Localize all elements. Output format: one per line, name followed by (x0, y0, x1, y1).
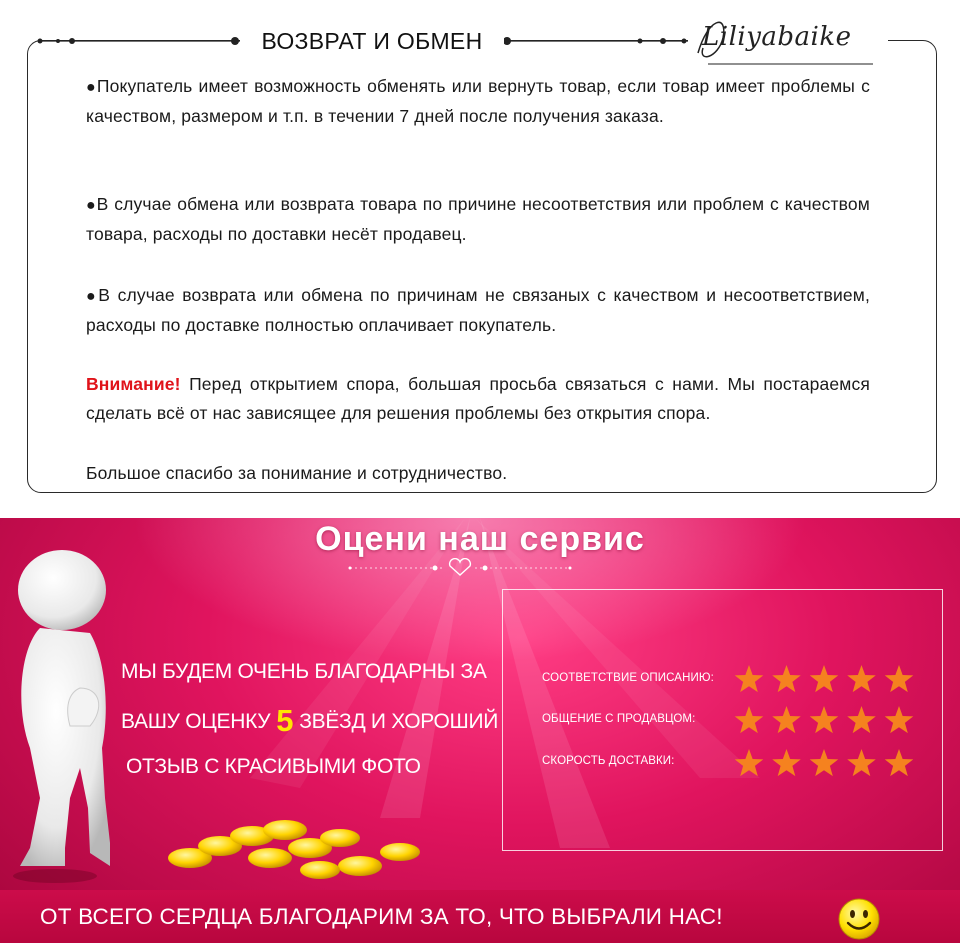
section-title: ВОЗВРАТ И ОБМЕН (240, 26, 504, 56)
bullet-icon: ● (86, 288, 99, 305)
star-rating-description (732, 662, 917, 696)
policy-paragraph-3 (86, 281, 870, 340)
star-icon (885, 749, 914, 776)
star-icon (772, 665, 801, 692)
bullet-icon: ● (86, 197, 97, 214)
warning-label: Внимание! (86, 374, 181, 394)
heart-divider-icon (340, 558, 580, 578)
star-icon (810, 665, 839, 692)
star-icon (885, 665, 914, 692)
star-icon (847, 665, 876, 692)
star-icon (810, 706, 839, 733)
star-icon (772, 749, 801, 776)
star-icon (810, 749, 839, 776)
warning-text: Перед открытием спора, большая просьба связаться с нами. Мы постараемся сделать всё от нас зависящее для решения проблемы без открытия спора. (86, 374, 870, 423)
warning-paragraph (86, 370, 870, 428)
paragraph-text: В случае обмена или возврата товара по причине несоответствия или проблем с качеством товара, расходы по доставки несёт продавец. (86, 194, 870, 244)
promo-line-2 (121, 700, 498, 736)
promo-line-2-end: ЗВЁЗД И ХОРОШИЙ (299, 710, 499, 733)
star-icon (735, 749, 764, 776)
promo-line-1: МЫ БУДЕМ ОЧЕНЬ БЛАГОДАРНЫ ЗА (121, 660, 487, 683)
rating-label-shipping: СКОРОСТЬ ДОСТАВКИ: (542, 755, 675, 767)
rating-label-description: СООТВЕТСТВИЕ ОПИСАНИЮ: (542, 672, 714, 684)
promo-line-2-start: ВАШУ ОЦЕНКУ (121, 710, 271, 733)
bullet-icon: ● (86, 79, 97, 96)
promo-title: Оцени наш сервис (315, 520, 645, 558)
paragraph-text: В случае возврата или обмена по причинам не связаных с качеством и несоответствием, расходы по доставке полностью оплачивает покупатель. (86, 285, 870, 335)
promo-line-3: ОТЗЫВ С КРАСИВЫМИ ФОТО (126, 755, 421, 778)
star-icon (735, 706, 764, 733)
star-icon (847, 706, 876, 733)
star-rating-communication (732, 703, 917, 737)
five-stars-number: 5 (276, 703, 294, 738)
star-rating-shipping (732, 746, 917, 780)
thanks-text: Большое спасибо за понимание и сотрудничество. (86, 463, 508, 483)
star-icon (847, 749, 876, 776)
star-icon (772, 706, 801, 733)
policy-paragraph-2 (86, 190, 870, 249)
star-icon (885, 706, 914, 733)
star-icon (735, 665, 764, 692)
gold-coins-image (160, 808, 440, 888)
smiley-icon (838, 898, 880, 940)
brand-logo-text: Liliyabaike (702, 22, 852, 52)
rating-promo-banner (0, 518, 960, 943)
paragraph-text: Покупатель имеет возможность обменять или вернуть товар, если товар имеет проблемы с качеством, размером и т.п. в течении 7 дней после получения заказа. (86, 76, 870, 126)
policy-paragraph-1 (86, 72, 870, 131)
rating-label-communication: ОБЩЕНИЕ С ПРОДАВЦОМ: (542, 713, 696, 725)
thank-you-text: ОТ ВСЕГО СЕРДЦА БЛАГОДАРИМ ЗА ТО, ЧТО ВЫБРАЛИ НАС! (40, 904, 723, 929)
